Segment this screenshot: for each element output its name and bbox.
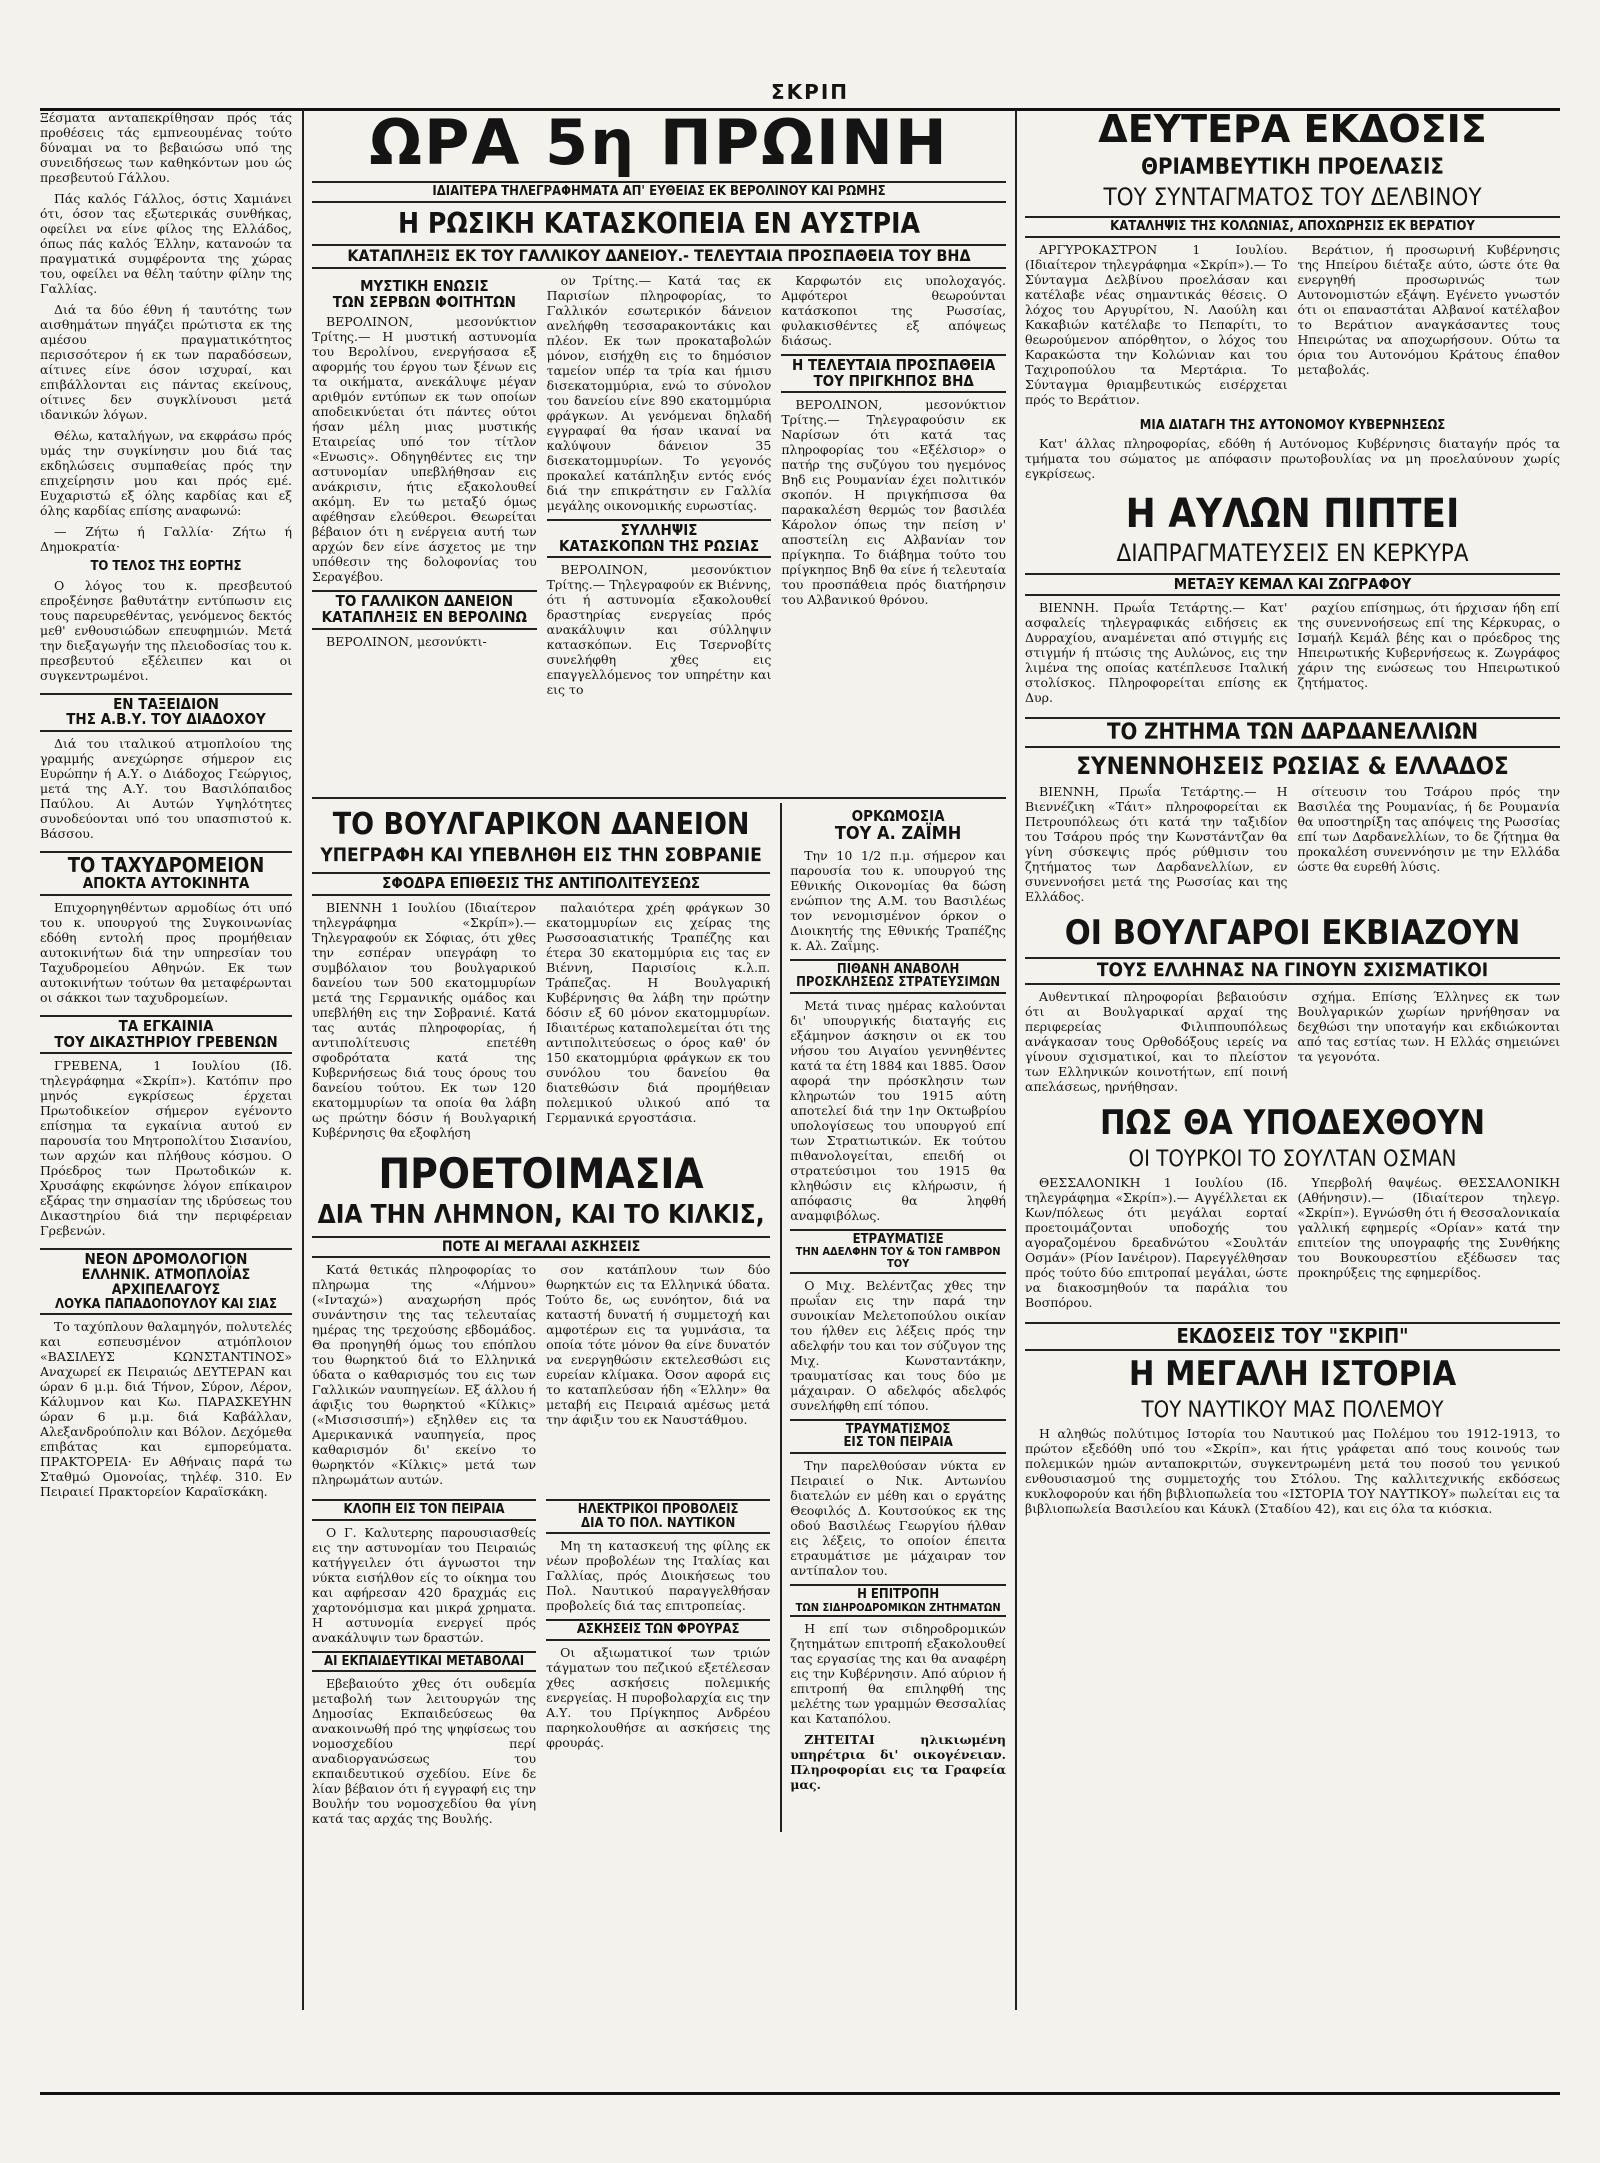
headline-line: ΤΟ ΓΑΛΛΙΚΟΝ ΔΑΝΕΙΟΝ (335, 592, 514, 611)
subheadline: ΚΑΤΑΛΗΨΙΣ ΤΗΣ ΚΟΛΩΝΙΑΣ, ΑΠΟΧΩΡΗΣΙΣ ΕΚ ΒΕΡΑΤΙΟΥ (1025, 216, 1560, 238)
headline-line: ΣΥΛΛΗΨΙΣ (620, 520, 698, 539)
headline: ΑΙ ΕΚΠΑΙΔΕΥΤΙΚΑΙ ΜΕΤΑΒΟΛΑΙ (312, 1651, 536, 1673)
article-text: Κατ' άλλας πληροφορίας, εδόθη ή Αυτόνομος Κυβέρνησις διαταγήν πρός τα τμήματα του σώματος με απόφασιν πρωτοβουλίας να μη προελαύνουν χωρίς εγκρίσεως. (1025, 436, 1560, 482)
headline-line: ΤΟΥ Α. ΖΑΪΜΗ (834, 822, 962, 844)
second-edition-banner: ΔΕΥΤΕΡΑ ΕΚΔΟΣΙΣ (1098, 110, 1487, 151)
headline (312, 590, 537, 630)
article (312, 273, 537, 793)
article-text: Το ταχύπλουν θαλαμηγόν, πολυτελές και εσπευσμένον ατμόπλοιον «ΒΑΣΙΛΕΥΣ ΚΩΝΣΤΑΝΤΙΝΟΣ» Αναχωρεί εκ Πειραιώς ΔΕΥΤΕΡΑΝ και ώραν 6 μ.μ. διά Τήνον, Σύρον, Λέρον, Κάλυμνον και Κω. ΠΑΡΑΣΚΕΥΗΝ ώραν 6 μ.μ. διά Καβάλλαν, Αλεξανδρούπολιν και Βόλον. Δεχόμεθα επιβάτας και εμπορεύματα. ΠΡΑΚΤΟΡΕΙΑ· Εν Αθήναις παρά τω Σταθμώ Ομονοίας, τηλέφ. 310. Εν Πειραιεί Πρακτορείον Καραϊσκάκη. (40, 1319, 292, 1500)
headline: ΠΩΣ ΘΑ ΥΠΟΔΕΧΘΟΥΝ (1099, 1103, 1486, 1144)
article-row (312, 273, 1006, 793)
article-text: ον Τρίτης.— Κατά τας εκ Παρισίων πληροφορίας, το Γαλλικόν εσωτερικόν δάνειον ανελήφθη τεσσαρακοντάκις και πλέον. Εκ των προκαταβολών μόνον, εισήχθη εις το δημόσιον ταμείον υπέρ τα τρία και ήμισυ δισεκατομμύρια, ενώ το σύνολον του δανείου είνε 890 εκατομμύρια φράγκων. Αι γενόμεναι δηλαδή εγγραφαί θα ήσαν ικαναί να καλύψουν δάνειον 35 δισεκατομμυρίων. Το γεγονός προκαλεί κατάπληξιν εντός ενός διά την επικράτησιν εν Γαλλία μεγάλης οικονομικής ευρωστίας. (546, 272, 772, 513)
article-columns (1025, 784, 1560, 910)
banner-headline: ΩΡΑ 5η ΠΡΩΙΝΗ (369, 110, 949, 179)
lead-paragraph: Θέλω, καταλήγων, να εκφράσω πρός υμάς την συγκίνησιν μου διά τας εκδηλώσεις συμπαθείας πρός την επιχείρησιν μου και πρός εμέ. Ευχαριστώ εξ όλης καρδίας και εξ όλης καρδίας επίσης αναφωνώ: (40, 428, 292, 518)
headline-line: ΑΠΟΚΤΑ ΑΥΤΟΚΙΝΗΤΑ (82, 874, 250, 893)
right-section (1025, 110, 1560, 2010)
article-text: Ο Γ. Καλυτερης παρουσιασθείς εις την αστυνομίαν του Πειραιώς κατήγγειλεν ότι άγνωστοι την νύκτα εισήλθον είς το οίκημα του και αφήρεσαν 420 δραχμάς εις χαρτονόμισμα και μικρά χρηματα. Η αστυνομία ενεργεί πρός ανακάλυψιν των δραστών. (312, 1524, 537, 1645)
headline-line: ΛΟΥΚΑ ΠΑΠΑΔΟΠΟΥΛΟΥ ΚΑΙ ΣΙΑΣ (55, 1296, 277, 1312)
headline (312, 276, 537, 311)
article-text: Διά του ιταλικού ατμοπλοίου της γραμμής ανεχώρησε σήμερον εις Ευρώπην ή Α.Υ. ο Διάδοχος Γεώργιος, μετά της Α.Υ. του Βασιλόπαιδος Παύλου. Αι Αυτών Υψηλότητες συνοδεύονται υπό του υπασπιστού κ. Βάσσου. (40, 736, 292, 842)
headline (790, 806, 1006, 844)
headline: ΤΟ ΖΗΤΗΜΑ ΤΩΝ ΔΑΡΔΑΝΕΛΛΙΩΝ (1025, 717, 1560, 748)
headline: ΚΛΟΠΗ ΕΙΣ ΤΟΝ ΠΕΙΡΑΙΑ (312, 1499, 536, 1521)
headline: ΤΟ ΒΟΥΛΓΑΡΙΚΟΝ ΔΑΝΕΙΟΝ (332, 806, 750, 842)
headline (781, 354, 1006, 394)
article-text: Η επί των σιδηροδρομικών ζητημάτων επιτροπή εξακολουθεί τας εργασίας της και θα αναφέρη εις την Κυβέρνησιν. Από αύριον ή επιτροπή θα επιληφθή της μελέτης των γραμμών Θεσσαλίας και Καταπόλου. (790, 1621, 1006, 1727)
subheadline: ΜΕΤΑΞΥ ΚΕΜΑΛ ΚΑΙ ΖΩΓΡΑΦΟΥ (1025, 573, 1560, 597)
article-text: σχήμα. Επίσης Έλληνες εκ των Βουλγαρικών χωρίων ηρνήθησαν να δεχθώσι την υποταγήν και εκδιώκονται από τας εστίας των. Η Ελλάς σημειώνει τα γεγονότα. (1297, 989, 1560, 1065)
headline-line: ΤΟΥ ΠΡΙΓΚΗΠΟΣ ΒΗΔ (813, 371, 974, 390)
article-text: Υπερβολή θαψέως. ΘΕΣΣΑΛΟΝΙΚΗ (Αθήνησιν).— (Ιδιαίτερον τηλεγρ. «Σκρίπ»). Εγνώσθη ότι ή Θεσσαλονικαία γαλλική εφημερίς «Ορίαν» κατά την επιτείον της υπογραφής της Συνθήκης του Βουκουρεστίου εξέδωσεν τας προκηρύξεις της εφημερίδος. (1297, 1175, 1560, 1281)
headline (790, 1584, 1006, 1617)
article-columns (312, 1493, 770, 1832)
subheadline: ΜΙΑ ΔΙΑΤΑΓΗ ΤΗΣ ΑΥΤΟΝΟΜΟΥ ΚΥΒΕΡΝΗΣΕΩΣ (1139, 417, 1446, 433)
article-text: παλαιότερα χρέη φράγκων 30 εκατομμυρίων εις χείρας της Ρωσσοασιατικής Τραπέζης και έτερα 30 εκατομμύρια εις τας εν Βιέννη, Παρισίοις κ.λ.π. Τράπεζας. Η Βουλγαρική Κυβέρνησις θα λάβη την πρώτην δόσιν εξ 60 μόνον εκατομμυρίων. Ιδιαιτέρως καταπολεμείται ότι της αντιπολιτεύσεως ο όρος καθ' όν 150 εκατομμύρια φράγκων εκ του συνόλου του δανείου θα διατεθώσιν διά προμήθειαν πολεμικού υλικού από τα Γερμανικά εργοστάσια. (546, 900, 771, 1126)
lead-paragraph: — Ζήτω ή Γαλλία· Ζήτω ή Δημοκρατία· (40, 524, 292, 554)
headline-line: Η ΤΕΛΕΥΤΑΙΑ ΠΡΟΣΠΑΘΕΙΑ (791, 355, 996, 374)
article-text: ΘΕΣΣΑΛΟΝΙΚΗ 1 Ιουλίου (Ιδ. τηλεγράφημα «Σκρίπ»).— Αγγέλλεται εκ Κων/πόλεως ότι μεγάλαι εορταί προετοιμάζονται υποδοχής του αγοραζομένου δρεαδνώτου «Σουλτάν Οσμάν» (Ρίον Ιανέιρον). Παρεγγέλθησαν πρός τούτο δύο επιτροπαί μεγάλαι, ώστε να διακοσμηθούν τα παράλια του Βοσπόρου. (1025, 1175, 1288, 1311)
headline (790, 1419, 1006, 1454)
article-text: σίτευσιν του Τσάρου πρός την Βασιλέα της Ρουμανίας, ή δε Ρουμανία θα υποστηρίξη τας απόψεις της Ρωσσίας επί των Δαρδανελλίων, το δε ζήτημα θα προκαλέση συνεννόησιν με την Ελλάδα ώστε θα ευρεθή λύσις. (1297, 783, 1560, 874)
headline-line: ΤΩΝ ΣΕΡΒΩΝ ΦΟΙΤΗΤΩΝ (332, 292, 516, 311)
article-text: ΒΕΡΟΛΙΝΟΝ, μεσονύκτι- (326, 633, 487, 649)
headline-line: ΟΡΚΩΜΟΣΙΑ (851, 806, 945, 825)
article-text: Καρφωτόν εις υπολοχαγός. Αμφότεροι θεωρούνται κατάσκοποι της Ρωσσίας, φυλακισθέντες εξ απόψεως διάσως. (781, 272, 1006, 348)
article (781, 273, 1006, 793)
lower-left (312, 803, 770, 1833)
left-column (40, 110, 292, 2010)
article-text: Κατά θετικάς πληροφορίας το πληρωμα της «Λήμνου» («Ινταχώ») αναχωρήση πρός συνάντησιν της τας τελευταίας ημέρας της τρεχούσης εβδομάδος. Θα προηγηθή όμως του επόπλου του θωρηκτού διά το Ελληνικά ύδατα ο καθαρισμός του εις των Γαλλικών ναυπηγείων. Εξ άλλου ή άφιξις του θωρηκτού «Κίλκις» («Μισσισσιπή») εξηλθεν εις τα Αμερικανικά ναυπηγεία, προς καθαρισμόν δι' εκείνο το θωρηκτόν «Κίλκις» μετά των πληρωμάτων αυτών. (312, 1262, 537, 1488)
headline: ΘΡΙΑΜΒΕΥΤΙΚΗ ΠΡΟΕΛΑΣΙΣ (1141, 154, 1444, 180)
headline-line: ΤΟΥ ΔΙΚΑΣΤΗΡΙΟΥ ΓΡΕΒΕΝΩΝ (54, 1032, 278, 1051)
headline: ΕΚΔΟΣΕΙΣ ΤΟΥ "ΣΚΡΙΠ" (1025, 1322, 1560, 1351)
article-text: Αυθεντικαί πληροφορίαι βεβαιούσιν ότι αι Βουλγαρικαί αρχαί της περιφερείας Φιλιππουπόλεως ανάγκασαν τους Ορθοδόξους ιερείς να γίνουν σχισματικοί, και το πλείστον των Ελληνικών κοινοτήτων, επί ποινή απελάσεως, ηρνήθησαν. (1025, 989, 1288, 1095)
headline (547, 519, 772, 559)
banner-subheadline: ΙΔΙΑΙΤΕΡΑ ΤΗΛΕΓΡΑΦΗΜΑΤΑ ΑΠ' ΕΥΘΕΙΑΣ ΕΚ ΒΕΡΟΛΙΝΟΥ ΚΑΙ ΡΩΜΗΣ (312, 181, 1006, 203)
headline-line: ΕΤΡΑΥΜΑΤΙΣΕ (852, 1231, 944, 1247)
article-text: Την παρελθούσαν νύκτα εν Πειραιεί ο Νικ. Αντωνίου διατελών εν μέθη και ο εργάτης Θεοφιλός Δ. Κουτσούκος εκ της οδού Βασιλέως Γεωργίου ήλθαν εις λέξεις, το οποίον έπειτα ετραυμάτισε με μάχαιραν τον αντίπαλον του. (790, 1457, 1006, 1578)
article-columns (312, 900, 770, 1146)
article-text: ΑΡΓΥΡΟΚΑΣΤΡΟΝ 1 Ιουλίου. (Ιδιαίτερον τηλεγράφημα «Σκρίπ»).— Το Σύνταγμα Δελβίνου προελάσαν και κατέλαβε νέας σημαντικάς θέσεις. Ο λόχος του Αργυρίτου, Ν. Λαούλη και Κακαβιών κατέλαβε το Πεπαρίτι, το θεωρούμενον απόρθητον, ο λόχος του Καρακώστα την Κολώνιαν και του Ταχιροπούλου τα Μερτάρια. Το Σύνταγμα θριαμβευτικώς εισέρχεται πρός το Βεράτιον. (1025, 241, 1288, 407)
article-text: σον κατάπλουν των δύο θωρηκτών εις τα Ελληνικά ύδατα. Τούτο δε, ως ευνόητον, διά να καταστή δυνατή ή συμμετοχή και αμφοτέρων εις τα γυμνάσια, τα οποία τότε μόνον θα είνε δυνατόν να ενεργηθώσιν εκτελεσθώσι εις ευρείαν κλίμακα. Όσον αφορά εις το καταπλεύσαν ήδη «Έλλην» θα μεταβή εις Πειραιά αμέσως μετά την άφιξιν του εκ Ναυστάθμου. (546, 1262, 771, 1428)
headline-line: ΔΙΑ ΤΟ ΠΟΛ. ΝΑΥΤΙΚΟΝ (581, 1515, 736, 1531)
headline-line: ΗΛΕΚΤΡΙΚΟΙ ΠΡΟΒΟΛΕΙΣ (577, 1502, 739, 1518)
headline-line: ΤΑ ΕΓΚΑΙΝΙΑ (118, 1016, 214, 1035)
headline: ΑΣΚΗΣΕΙΣ ΤΩΝ ΦΡΟΥΡΑΣ (546, 1619, 770, 1641)
subheadline: ΤΟΥ ΝΑΥΤΙΚΟΥ ΜΑΣ ΠΟΛΕΜΟΥ (1141, 1397, 1444, 1423)
classified-ad: ΖΗΤΕΙΤΑΙ ηλικιωμένη υπηρέτρια δι' οικογένειαν. Πληροφορίαι εις τα Γραφεία μας. (790, 1732, 1006, 1793)
lead-paragraph: Ξέσματα ανταπεκρίθησαν πρός τάς προθέσεις τάς εμπνεουμένας τούτο δύναμαι να το βεβαιώσω υπό της συνειδήσεως των καθηκόντων μου ώς πρεσβευτού Γάλλου. (40, 110, 292, 185)
article-columns (1025, 989, 1560, 1100)
article-text: Μη τη κατασκευή της φίλης εκ νέων προβολέων της Ιταλίας και Γαλλίας, πρός Διοικήσεως του Πολ. Ναυτικού παραγγελθήσαν προβολείς διά τας επιτροπείας. (546, 1538, 771, 1614)
headline-line: ΤΟ ΤΑΧΥΔΡΟΜΕΙΟΝ (67, 853, 265, 878)
article-text: Μετά τινας ημέρας καλούνται δι' υπουργικής διαταγής εις εξάμηνον άσκησιν οι εκ του νήσου του Αιγαίου γεννηθέντες κατά τα έτη 1884 και 1885. Όσον αφορά την πρόσκλησιν των κληρωτών του 1915 αύτη αποτελεί διά την 1ην Οκτωβρίου υπολογίσεως του υπουργού επί των Στρατιωτικών. Εκ τούτου πιθανολογείται, επειδή οι στρατεύσιμοι του 1915 θα κληθώσιν εις κλήρωσιν, ή απόφασις θα ληφθή αναμφιβόλως. (790, 997, 1006, 1223)
headline-line: ΜΥΣΤΙΚΗ ΕΝΩΣΙΣ (360, 276, 489, 295)
article-text: ΒΙΕΝΝΗ 1 Ιουλίου (Ιδιαίτερον τηλεγράφημα «Σκρίπ»).— Τηλεγραφούν εκ Σόφιας, ότι χθες την εσπέραν υπεγράφη το συμβόλαιον του βουλγαρικού δανείου των 500 εκατομμυρίων μετά της Γερμανικής ομάδος και υπεβλήθη εις την Σοβρανιέ. Κατά τας αυτάς πληροφορίας, ή αντιπολίτευσις επετέθη σφοδρότατα κατά της Κυβερνήσεως διά τους όρους του δανείου τούτου. Εκ των 120 εκατομμυρίων τα οποία θα λάβη ως πρώτην δόσιν ή Βουλγαρική Κυβέρνησις θα εξοφλήση (312, 900, 537, 1141)
article-text: Η αληθώς πολύτιμος Ιστορία του Ναυτικού μας Πολέμου του 1912-1913, το πρώτον εξεδόθη υπό του «Σκρίπ», και ήτις γράφεται από τους κοινούς των πολεμικών ημών ανταποκριτών, συγκεντρωμένη μετά του ποσού του γενικού ενθουσιασμού της συμμετοχής του Στόλου. Της καλλιτεχνικής εκδόσεως κυκλοφορούν και ήδη βιβλιοπωλεία του «ΙΣΤΟΡΙΑ ΤΟΥ ΝΑΥΤΙΚΟΥ» πωλείται εις τα βιβλιοπωλεία Βασιλείου και Κάυκλ (Σταδίου 42), και εις όλα τα κιόσκια. (1025, 1425, 1560, 1516)
bottom-rule (40, 2092, 1560, 2095)
headline-line: ΤΗΝ ΑΔΕΛΦΗΝ ΤΟΥ & ΤΟΝ ΓΑΜΒΡΟΝ ΤΟΥ (795, 1245, 1001, 1271)
headline: ΠΡΟΕΤΟΙΜΑΣΙΑ (378, 1149, 704, 1199)
headline: Η ΑΥΛΩΝ ΠΙΠΤΕΙ (1125, 491, 1460, 538)
column-rule (302, 110, 304, 2010)
article-text: Οι αξιωματικοί των τριών τάγματων του πεζικού εξετέλεσαν χθες ασκήσεις πολεμικής ενεργείας. Η πυροβολαρχία εις την Α.Υ. του Πρίγκηπος Ανδρέου παρηκολουθήσε αι ασκήσεις της φρουράς. (546, 1645, 771, 1751)
article-text: Την 10 1/2 π.μ. σήμερον και παρουσία του κ. υπουργού της Εθνικής Οικονομίας θα δώση ενώπιον της Α.Μ. του Βασιλέως τον νενομισμένον όρκον ο Διοικητής της Εθνικής Τραπέζης κ. Αλ. Ζαΐμης. (790, 847, 1006, 953)
lower-row (312, 803, 1006, 1833)
article-text: Εβεβαιούτο χθες ότι ουδεμία μεταβολή των λειτουργών της Δημοσίας Εκπαιδεύσεως θα ανακοινωθή πρό της ψηφίσεως του νομοσχεδίου περί αναδιοργανώσεως του εκπαιδευτικού σχεδίου. Είνε δε λίαν βέβαιον ότι ή εγγραφή εις την Βουλήν του νομοσχεδίου θα γίνη κατά τας αρχάς της Βουλής. (312, 1676, 537, 1827)
column-rule (1015, 110, 1017, 2010)
headline-line: Η ΕΠΙΤΡΟΠΗ (857, 1586, 940, 1602)
headline-line: ΚΑΤΑΣΚΟΠΩΝ ΤΗΣ ΡΩΣΙΑΣ (558, 536, 760, 555)
article-text: ΒΕΡΟΛΙΝΟΝ, μεσονύκτιον Τρίτης.— Τηλεγραφούν εκ Βιέννης, ότι ή αστυνομία εξακολουθεί δραστηρίας ενεργείας πρός ανακάλυψιν και σύλληψιν κατασκόπων. Εις Τσερνοβίτς συνελήφθη χθες εις επαγγελλόμενος τον υπηρέτην και εις το (546, 562, 772, 698)
article-columns (1025, 1175, 1560, 1316)
article-columns (312, 1262, 770, 1493)
headline: ΟΙ ΒΟΥΛΓΑΡΟΙ ΕΚΒΙΑΖΟΥΝ (1064, 912, 1521, 953)
article-text: ΒΕΡΟΛΙΝΟΝ, μεσονύκτιον Τρίτης.— Η μυστική αστυνομία του Βερολίνου, ενεργήσασα εξ αφορμής του έργου των ξένων εις τα οικήματα, ανεκάλυψε μέγαν αριθμόν εντύπων εκ των οποίων αποδεικνύεται ότι πάντες ούτοι ήσαν μέλη μιας μυστικής Εταιρείας υπό τον τίτλον «Ενωσις». Οδηγηθέντες εις την αστυνομίαν υπεβλήθησαν εις ανάκρισιν, ήτις εξακολουθεί ακόμη. Εν τω μεταξύ όμως αφέθησαν ελεύθεροι. Θεωρείται βέβαιον ότι η ενέργεια αυτή των αρχών δεν είνε άσχετος με την υπόθεσιν της δολοφονίας του Σεραγέβου. (312, 314, 537, 585)
headline-line: ΠΡΟΣΚΛΗΣΕΩΣ ΣΤΡΑΤΕΥΣΙΜΩΝ (796, 975, 1001, 991)
article-text: ΓΡΕΒΕΝΑ, 1 Ιουλίου (Ιδ. τηλεγράφημα «Σκρίπ»). Κατόπιν προ μηνός εγκρίσεως έρχεται Πρωτοδικείον σήμερον εγένοντο επίσημα τα εγκαίνια αυτού εν παρουσία του Μητροπολίτου Σισανίου, των αρχών και πλήθους κόσμου. Ο Πρόεδρος των Πρωτοδικών κ. Χρυσάφης εκφώνησε λόγον επίκαιρον εξάρας την σημασίαν της ιδρύσεως του Δικαστηρίου διά την περιφέρειαν Γρεβενών. (40, 1058, 292, 1239)
article-text: Ο Μιχ. Βελέντζας χθες την πρωΐαν εις την παρά την συνοικίαν Μελετοπούλου οικίαν του ήλθεν εις λέξεις πρός την αδελφήν του και τον σύζυγον της Μιχ. Κωνσταντάκην, τραυματίσας και τους δύο με μάχαιραν. Ο αδελφός αδελφός συνελήφθη επί τόπου. (790, 1277, 1006, 1413)
headline (40, 1015, 292, 1055)
article-text: ΒΙΕΝΝΗ. Πρωΐα Τετάρτης.— Κατ' ασφαλείς τηλεγραφικάς ειδήσεις εκ Δυρραχίου, αναμένεται από στιγμής εις στιγμήν ή πτώσις της Αυλώνος, εις την λιμένα της οποίας κατέπλευσε Ιταλική στολίσκος. Πληροφορείται επίσης εκ Δυρ. (1025, 600, 1288, 706)
subheadline: ΤΟΥΣ ΕΛΛΗΝΑΣ ΝΑ ΓΙΝΟΥΝ ΣΧΙΣΜΑΤΙΚΟΙ (1025, 957, 1560, 985)
masthead: ΣΚΡΙΠ (771, 80, 849, 104)
headline (790, 1229, 1006, 1274)
headline (546, 1499, 770, 1534)
article-columns (1025, 600, 1560, 711)
headline: Η ΡΩΣΙΚΗ ΚΑΤΑΣΚΟΠΕΙΑ ΕΝ ΑΥΣΤΡΙΑ (398, 206, 920, 240)
headline: ΚΑΤΑΠΛΗΞΙΣ ΕΚ ΤΟΥ ΓΑΛΛΙΚΟΥ ΔΑΝΕΙΟΥ.- ΤΕΛΕΥΤΑΙΑ ΠΡΟΣΠΑΘΕΙΑ ΤΟΥ ΒΗΔ (312, 244, 1006, 269)
headline (40, 1248, 292, 1315)
article (547, 273, 772, 793)
headline (790, 959, 1006, 994)
headline-line: ΤΩΝ ΣΙΔΗΡΟΔΡΟΜΙΚΩΝ ΖΗΤΗΜΑΤΩΝ (795, 1600, 1001, 1614)
subheadline: ΣΥΝΕΝΝΟΗΣΕΙΣ ΡΩΣΙΑΣ & ΕΛΛΑΔΟΣ (1076, 752, 1509, 781)
subheadline: ΣΦΟΔΡΑ ΕΠΙΘΕΣΙΣ ΤΗΣ ΑΝΤΙΠΟΛΙΤΕΥΣΕΩΣ (312, 872, 770, 896)
headline-line: ΕΛΛΗΝΙΚ. ΑΤΜΟΠΛΟΪΑΣ ΑΡΧΙΠΕΛΑΓΟΥΣ (81, 1267, 251, 1298)
subheadline: ΔΙΑΠΡΑΓΜΑΤΕΥΣΕΙΣ ΕΝ ΚΕΡΚΥΡΑ (1116, 539, 1469, 568)
lower-right (780, 803, 1006, 1833)
headline-line: ΚΑΤΑΠΛΗΞΙΣ ΕΝ ΒΕΡΟΛΙΝΩ (321, 608, 527, 627)
article-text: ΒΕΡΟΛΙΝΟΝ, μεσονύκτιον Τρίτης.— Τηλεγραφούσιν εκ Ναρίσων ότι κατά τας πληροφορίας του «Εξέλσιορ» ο πατήρ της συζύγου του ηγεμόνος Βηδ εις Ρουμανίαν έχει πολιτικόν σκοπόν. Η πριγκήπισσα θα παρακαλέση θερμώς τον βασιλέα Κάρολον όπως την πείση ν' αποστείλη εις Αλβανίαν τον πρίγκηπα. Το διάβημα τούτο του πρίγκηπος Βηδ θα είνε ή τελευταία του προσπάθεια πρός διατήρησιν του Αλβανικού θρόνου. (781, 397, 1006, 608)
headline: ΤΟΥ ΣΥΝΤΑΓΜΑΤΟΣ ΤΟΥ ΔΕΛΒΙΝΟΥ (1103, 182, 1482, 211)
lead-paragraph: Πάς καλός Γάλλος, όστις Χαμιάνει ότι, όσον τας εξωτερικάς συνθήκας, οφείλει να είνε φίλος της Ελλάδος, όπως πάς καλός Έλλην, κατανοών τα πραγματικά συμφέροντα της χώρας του, οφείλει να θέλη ταύτην φίλην της Γαλλίας. (40, 191, 292, 296)
headline-line: ΝΕΟΝ ΔΡΟΜΟΛΟΓΙΟΝ (84, 1250, 248, 1269)
article-text: Βεράτιον, ή προσωρινή Κυβέρνησις της Ηπείρου διέταξε αύτο, ώστε ότε θα ενεργηθή προσωρινώς των Αυτονομιστών εξάψη. Εγένετο γνωστόν ότι οι επαναστάται Αλβανοί κατέλαβον το Βεράτιον αναγκάσαντες τους Ηπειρώτας να αποχωρήσουν. Ούτω τα όρια του Αυτονόμου Κράτους έπαθον μεταβολάς. (1297, 241, 1560, 377)
subheadline: ΔΙΑ ΤΗΝ ΛΗΜΝΟΝ, ΚΑΙ ΤΟ ΚΙΛΚΙΣ, (317, 1200, 765, 1231)
subheadline: ΥΠΕΓΡΑΦΗ ΚΑΙ ΥΠΕΒΛΗΘΗ ΕΙΣ ΤΗΝ ΣΟΒΡΑΝΙΕ (320, 844, 762, 867)
article-text: ραχίου επίσημως, ότι ήρχισαν ήδη επί της συνεννοήσεως επί της Κέρκυρας, ο Ισμαήλ Κεμάλ βέης και ο πρόεδρος της Ηπειρωτικής Κυβερνήσεως κ. Ζωγράφος χάριν της ενώσεως του Ηπειρωτικού ζητήματος. (1297, 600, 1560, 691)
main-section (312, 110, 1006, 2010)
subheadline: ΠΟΤΕ ΑΙ ΜΕΓΑΛΑΙ ΑΣΚΗΣΕΙΣ (312, 1236, 770, 1259)
newspaper-page (40, 110, 1560, 2070)
headline-line: ΕΙΣ ΤΟΝ ΠΕΙΡΑΙΑ (843, 1435, 953, 1451)
article-text: Ο λόγος του κ. πρεσβευτού επροξένησε βαθυτάτην εντύπωσιν εις τους παρευρεθέντας, γενόμενος δεκτός μεθ' ενθουσιώδων επευφημιών. Μετά την διεξαγωγήν της πλειοδοσίας του κ. πρεσβευτού εξέλειπεν και οι συγκεντρωμένοι. (40, 577, 292, 683)
subheadline: ΟΙ ΤΟΥΡΚΟΙ ΤΟ ΣΟΥΛΤΑΝ ΟΣΜΑΝ (1128, 1146, 1457, 1172)
headline-line: ΤΗΣ Α.Β.Υ. ΤΟΥ ΔΙΑΔΟΧΟΥ (66, 710, 266, 729)
article-columns (1025, 242, 1560, 413)
headline-line: ΕΝ ΤΑΞΕΙΔΙΟΝ (113, 694, 219, 713)
headline (40, 693, 292, 733)
headline (40, 851, 292, 896)
headline-line: ΠΙΘΑΝΗ ΑΝΑΒΟΛΗ (836, 961, 960, 977)
lead-paragraph: Διά τα δύο έθνη ή ταυτότης των αισθημάτων πηγάζει πρώτιστα εκ της αμέσου πραγματικότητος περισσότερον ή εκ των παραδόσεων, αίτινες είνε όσον ισχυραί, και επιβάλλονται εις πάντας εκείνους, οίτινες δεν συγκλίνουσι μετά ιδανικών λόγων. (40, 302, 292, 422)
article-text: ΒΙΕΝΝΗ, Πρωΐα Τετάρτης.— Η Βιεννέζικη «Τάιτ» πληροφορείται εκ Πετρουπόλεως ότι κατά την ταξιδίον του Τσάρου πρός την Κωνστάντζαν θα γίνη σύσκεψις πρός ρύθμισιν του ζητήματος των Δαρδανελλίων, εν συνεννοήσει μετά της Ρωσσίας και της Ελλάδος. (1025, 783, 1288, 904)
headline-line: ΤΡΑΥΜΑΤΙΣΜΟΣ (845, 1421, 951, 1437)
headline: Η ΜΕΓΑΛΗ ΙΣΤΟΡΙΑ (1128, 1354, 1457, 1395)
headline: ΤΟ ΤΕΛΟΣ ΤΗΣ ΕΟΡΤΗΣ (90, 559, 242, 574)
section-rule (312, 797, 1006, 799)
article-text: Επιχορηγηθέντων αρμοδίως ότι υπό του κ. υπουργού της Συγκοινωνίας εδόθη εντολή προς προμήθειαν αυτοκινήτων διά την υπηρεσίαν του Ταχυδρομείου Αθηνών. Εκ των αυτοκινήτων τούτων θα μεταφέρωνται οι σάκκοι των ταχυδρομείων. (40, 899, 292, 1005)
